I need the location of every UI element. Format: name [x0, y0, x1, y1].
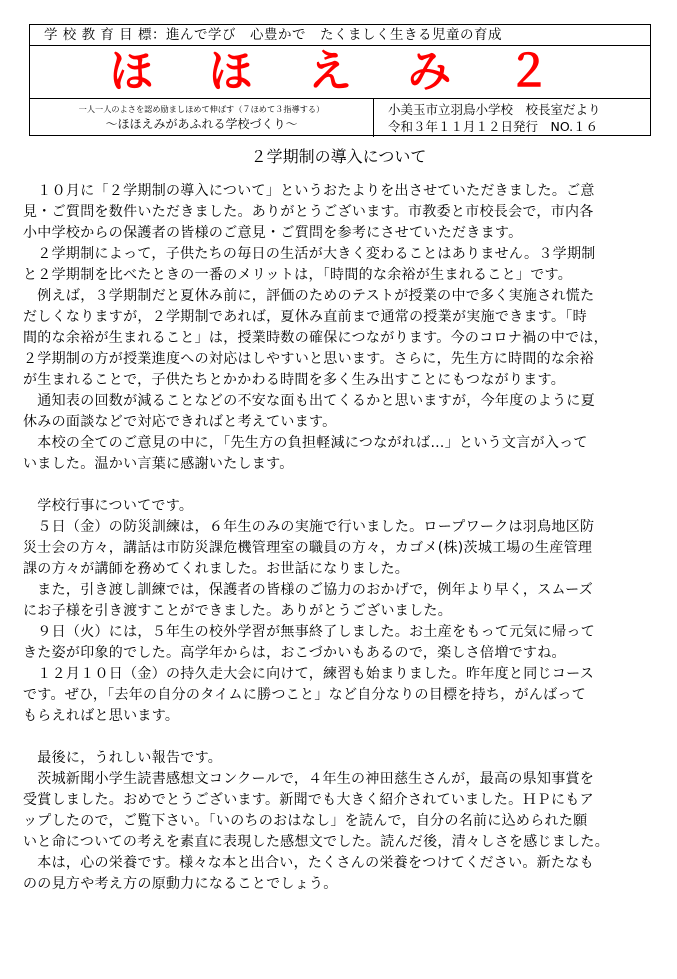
text-line: にお子様を引き渡すことができました。ありがとうございました。	[23, 603, 452, 619]
text-line: 本は，心の栄養です。様々な本と出合い，たくさんの栄養をつけてください。新たなも	[23, 855, 594, 871]
text-line: 間的な余裕が生まれること」は，授業時数の確保につながります。今のコロナ禍の中では，	[23, 330, 608, 346]
text-line: 本校の全てのご意見の中に，「先生方の負担軽減につながれば…」という文言が入って	[23, 435, 588, 451]
text-line: ップしたので，ご覧下さい。「いのちのおはなし」を読んで，自分の名前に込められた願	[23, 813, 588, 829]
text-line: きた姿が印象的でした。高学年からは，おこづかいもあるので，楽しさ倍増ですね。	[23, 645, 566, 661]
text-line: だしくなりますが，２学期制であれば，夏休み直前まで通常の授業が実施できます。「時	[23, 309, 587, 325]
text-line: いと命についての考えを素直に表現した感想文でした。読んだ後，清々しさを感じました。	[23, 834, 610, 850]
text-line: 課の方々が講師を務めてくれました。お世話になりました。	[23, 561, 410, 577]
text-line: 学校行事についてです。	[23, 498, 194, 514]
issue-date: 令和３年１１月１２日発行 NO.１６	[388, 119, 599, 134]
text-line: 通知表の回数が減ることなどの不安な面も出てくるかと思いますが，今年度のように夏	[23, 393, 595, 409]
article-headline: ２学期制の導入について	[250, 147, 427, 166]
newsletter-header	[29, 24, 651, 136]
text-line: 災士会の方々，講話は市防災課危機管理室の職員の方々，カゴメ(株)茨城工場の生産管理	[23, 540, 593, 556]
text-line: ５日（金）の防災訓練は，６年生のみの実施で行いました。ロープワークは羽鳥地区防	[23, 519, 595, 535]
text-line: ２学期制によって，子供たちの毎日の生活が大きく変わることはありません。３学期制	[23, 246, 596, 262]
text-line: もらえればと思います。	[23, 708, 180, 724]
blank-line	[23, 727, 659, 748]
text-line: と２学期制を比べたときの一番のメリットは，「時間的な余裕が生まれること」です。	[23, 267, 573, 283]
article-body	[23, 181, 659, 895]
text-line: 最後に，うれしい報告です。	[23, 750, 223, 766]
text-line: 小中学校からの保護者の皆様のご意見・ご質問を参考にさせていただきます。	[23, 225, 523, 241]
newsletter-title: ほ ほ え み ２	[30, 46, 650, 99]
motto-box	[30, 99, 374, 137]
text-line: 例えば，３学期制だと夏休み前に，評価のためのテストが授業の中で多く実施され慌た	[23, 288, 595, 304]
text-line: 受賞しました。おめでとうございます。新聞でも大きく紹介されていました。ＨＰにもア	[23, 792, 594, 808]
text-line: ９日（火）には，５年生の校外学習が無事終了しました。お土産をもって元気に帰って	[23, 624, 595, 640]
text-line: いました。温かい言葉に感謝いたします。	[23, 456, 294, 472]
text-line: のの見方や考え方の原動力になることでしょう。	[23, 876, 338, 892]
slogan: ～ほほえみがあふれる学校づくり～	[105, 117, 298, 131]
school-name: 小美玉市立羽鳥小学校 校長室だより	[388, 102, 601, 117]
header-info-row	[30, 99, 650, 137]
school-goal: 学 校 教 育 目 標：進んで学び 心豊かで たくましく生きる児童の育成	[30, 25, 650, 46]
text-line: ２学期制の方が授業進度への対応はしやすいと思います。さらに，先生方に時間的な余裕	[23, 351, 594, 367]
text-line: です。ぜひ，「去年の自分のタイムに勝つこと」など自分なりの目標を持ち，がんばって	[23, 687, 587, 703]
text-line: １２月１０日（金）の持久走大会に向けて，練習も始まりました。昨年度と同じコース	[23, 666, 595, 682]
motto: 一人一人のよさを認め励ましほめて伸ばす（７ほめて３指導する）	[78, 104, 325, 114]
text-line: が生まれることで，子供たちとかかわる時間を多く生み出すことにもつながります。	[23, 372, 565, 388]
text-line: 休みの面談などで対応できればと考えています。	[23, 414, 337, 430]
publication-info	[374, 99, 650, 137]
text-line: 見・ご質問を数件いただきました。ありがとうございます。市教委と市校長会で，市内各	[23, 204, 594, 220]
blank-line	[23, 475, 659, 496]
text-line: また，引き渡し訓練では，保護者の皆様のご協力のおかげで，例年より早く，スムーズ	[23, 582, 594, 598]
text-line: １０月に「２学期制の導入について」というおたよりを出させていただきました。ご意	[23, 183, 595, 199]
text-line: 茨城新聞小学生読書感想文コンクールで，４年生の神田慈生さんが，最高の県知事賞を	[23, 771, 595, 787]
